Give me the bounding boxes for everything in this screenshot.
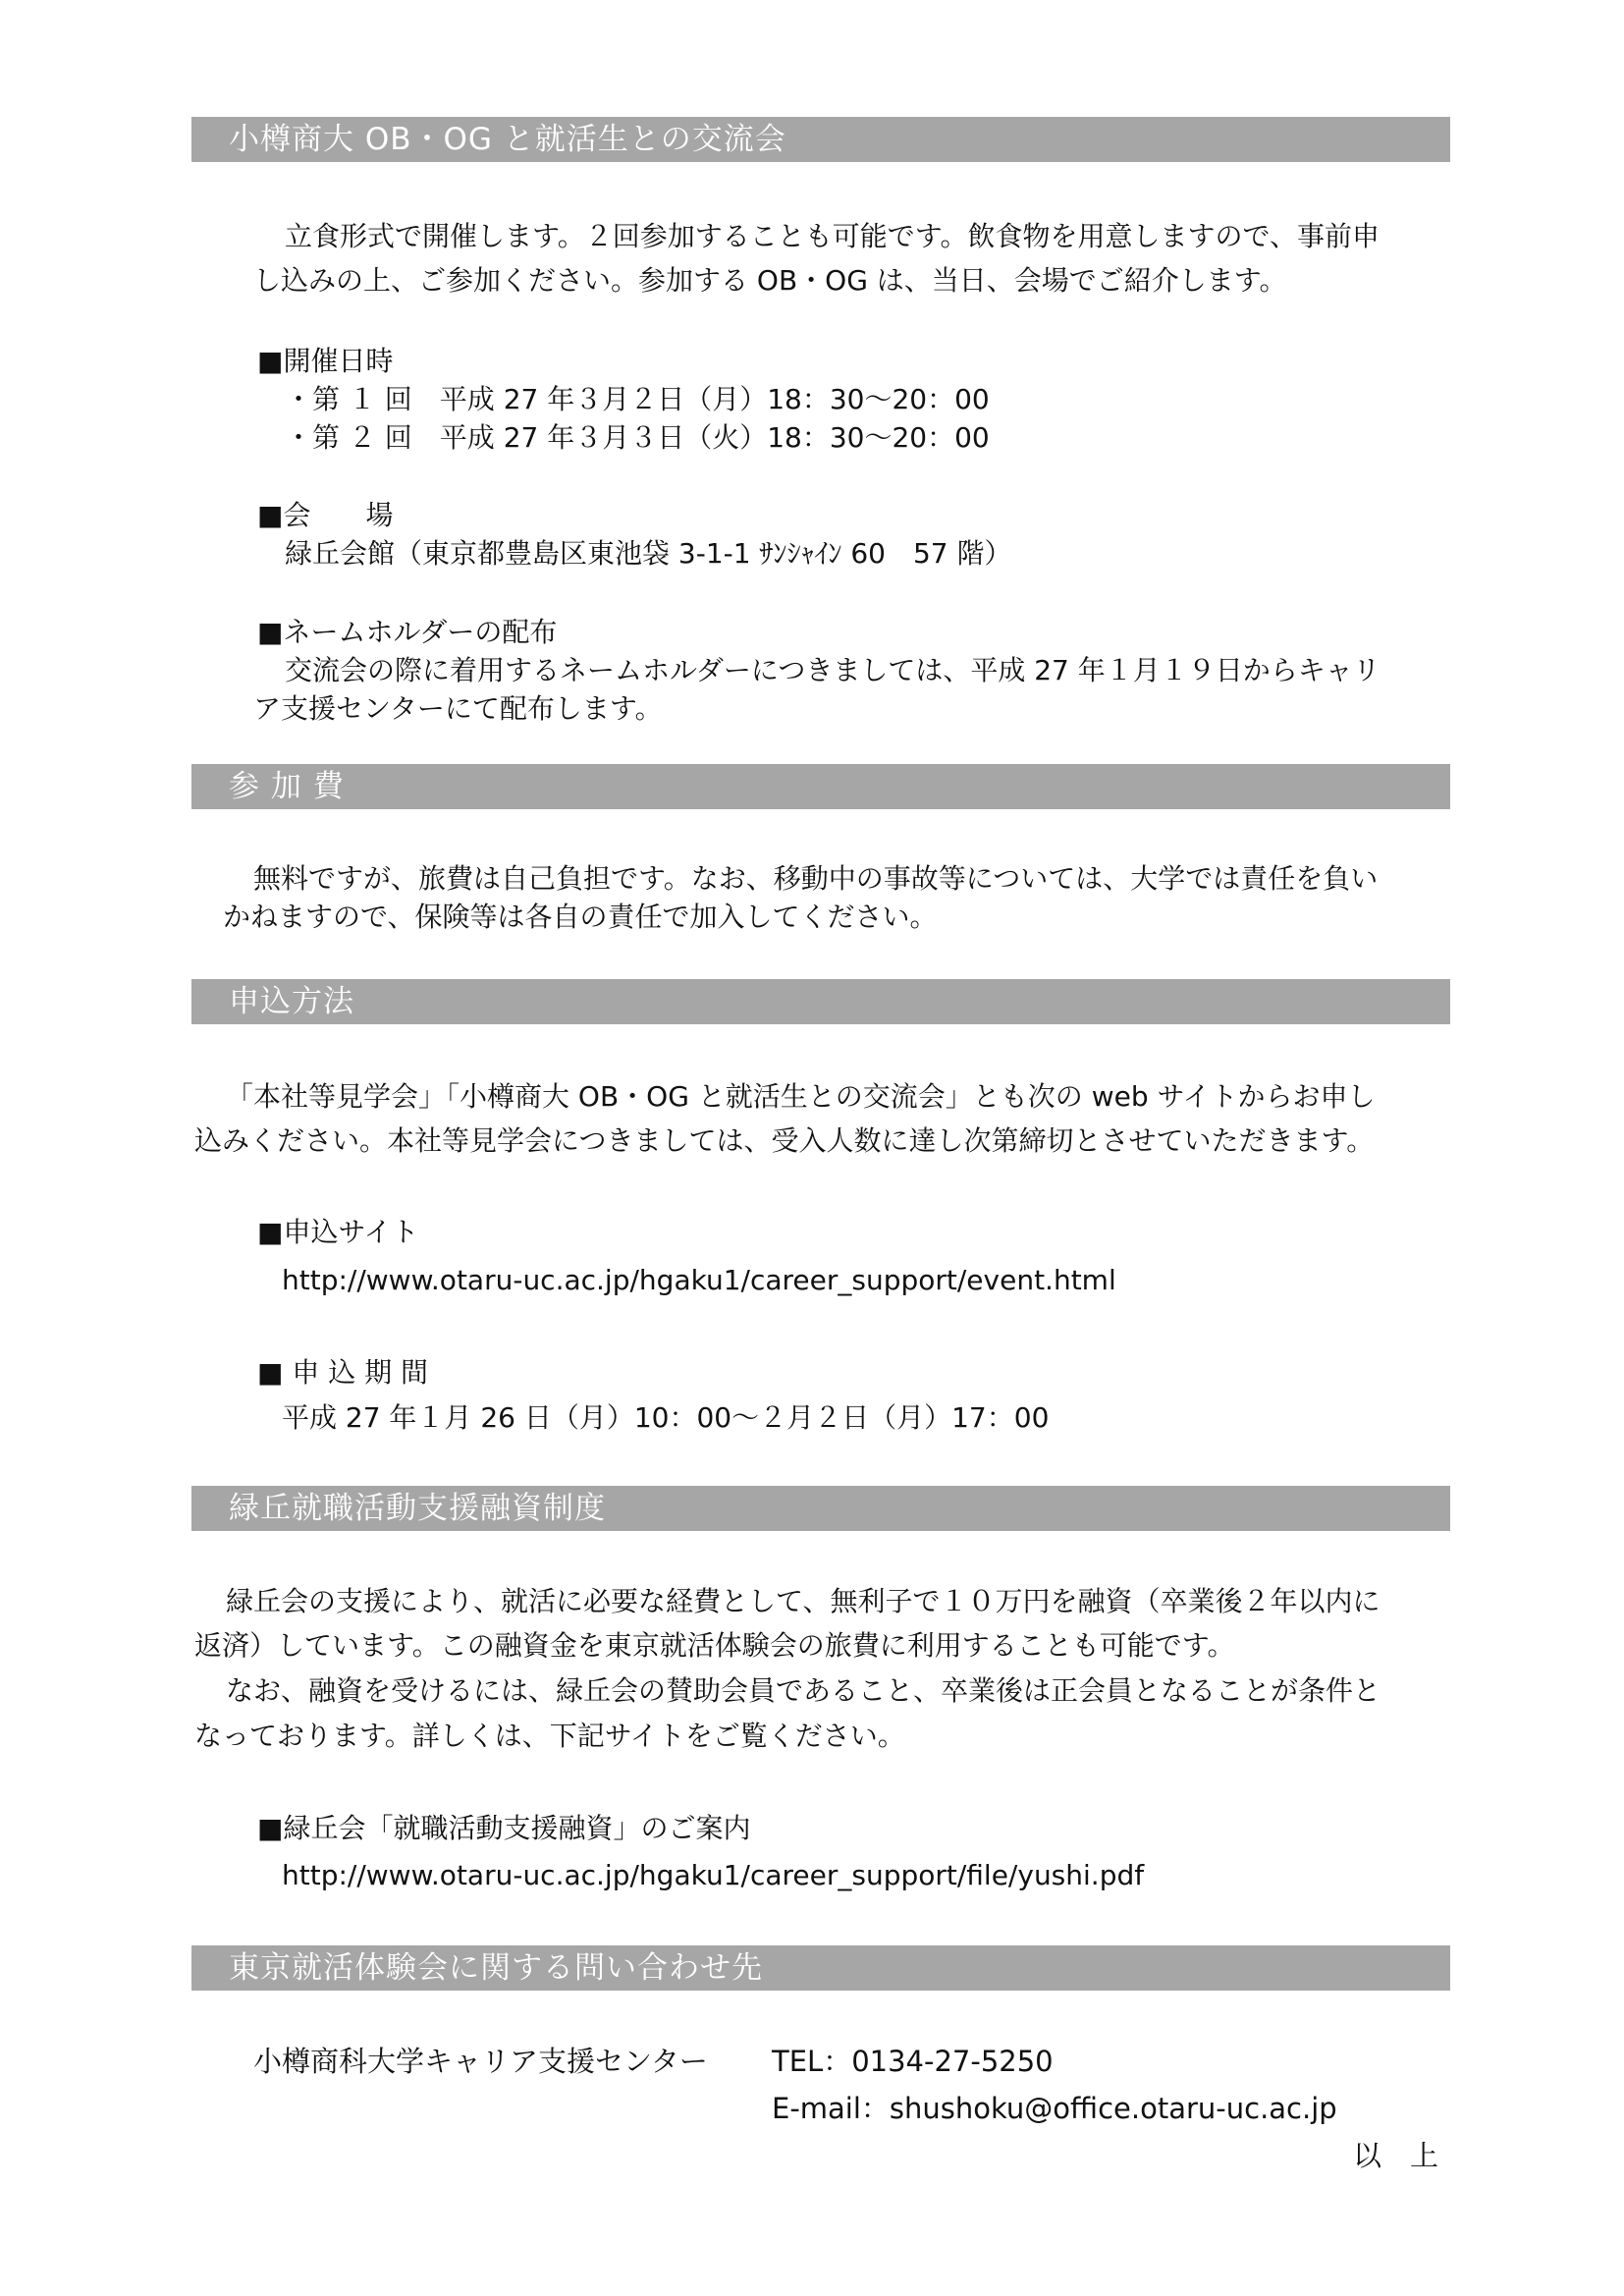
exchange-intro-line-2: し込みの上、ご参加ください。参加する OB・OG は、当日、会場でご紹介します。 <box>253 264 1287 297</box>
venue-text: 緑丘会館（東京都豊島区東池袋 3-1-1 ｻﾝｼｬｲﾝ 60 57 階） <box>285 537 1012 570</box>
loan-line-4: なっております。詳しくは、下記サイトをご覧ください。 <box>194 1720 905 1752</box>
contact-organization: 小樽商科大学キャリア支援センター <box>253 2045 708 2078</box>
loan-line-2: 返済）しています。この融資金を東京就活体験会の旅費に利用することも可能です。 <box>194 1629 1235 1662</box>
section-header-contact: 東京就活体験会に関する問い合わせ先 <box>191 1945 1450 1991</box>
section-header-exchange: 小樽商大 OB・OG と就活生との交流会 <box>191 117 1450 162</box>
name-holder-heading: ■ネームホルダーの配布 <box>257 616 558 648</box>
loan-guide-heading: ■緑丘会「就職活動支援融資」のご案内 <box>257 1812 751 1844</box>
exchange-intro-line-1: 立食形式で開催します。２回参加することも可能です。飲食物を用意しますので、事前申 <box>285 220 1380 252</box>
contact-email[interactable]: E-mail：shushoku@office.otaru-uc.ac.jp <box>772 2092 1337 2125</box>
application-line-2: 込みください。本社等見学会につきましては、受入人数に達し次第締切とさせていただきます。 <box>194 1124 1375 1157</box>
loan-line-3: なお、融資を受けるには、緑丘会の賛助会員であること、卒業後は正会員となることが条件と <box>226 1674 1381 1707</box>
date-heading: ■開催日時 <box>257 345 394 377</box>
section-header-application: 申込方法 <box>191 979 1450 1024</box>
section-header-loan: 緑丘就職活動支援融資制度 <box>191 1486 1450 1531</box>
application-period-heading: ■ 申 込 期 間 <box>257 1356 429 1389</box>
section-header-fee: 参 加 費 <box>191 764 1450 809</box>
application-site-heading: ■申込サイト <box>257 1216 419 1248</box>
application-site-url[interactable]: http://www.otaru-uc.ac.jp/hgaku1/career_support/event.html <box>282 1264 1116 1296</box>
name-holder-line-1: 交流会の際に着用するネームホルダーにつきましては、平成 27 年１月１９日からキャリ <box>285 654 1380 686</box>
application-line-1: 「本社等見学会」「小樽商大 OB・OG と就活生との交流会」とも次の web サイトからお申し <box>226 1080 1376 1113</box>
venue-heading: ■会 場 <box>257 499 394 531</box>
date-round-1: ・第 １ 回 平成 27 年３月２日（月）18：30～20：00 <box>285 383 990 415</box>
loan-guide-url[interactable]: http://www.otaru-uc.ac.jp/hgaku1/career_support/file/yushi.pdf <box>282 1859 1145 1891</box>
fee-line-1: 無料ですが、旅費は自己負担です。なお、移動中の事故等については、大学では責任を負い <box>253 862 1379 895</box>
contact-tel: TEL：0134-27-5250 <box>772 2045 1054 2078</box>
name-holder-line-2: ア支援センターにて配布します。 <box>253 692 663 725</box>
application-period: 平成 27 年１月 26 日（月）10：00～２月２日（月）17：00 <box>282 1401 1050 1434</box>
fee-line-2: かねますので、保険等は各自の責任で加入してください。 <box>223 901 938 933</box>
date-round-2: ・第 ２ 回 平成 27 年３月３日（火）18：30～20：00 <box>285 421 990 454</box>
closing-text: 以 上 <box>1353 2139 1439 2172</box>
loan-line-1: 緑丘会の支援により、就活に必要な経費として、無利子で１０万円を融資（卒業後２年以内に <box>226 1585 1380 1617</box>
